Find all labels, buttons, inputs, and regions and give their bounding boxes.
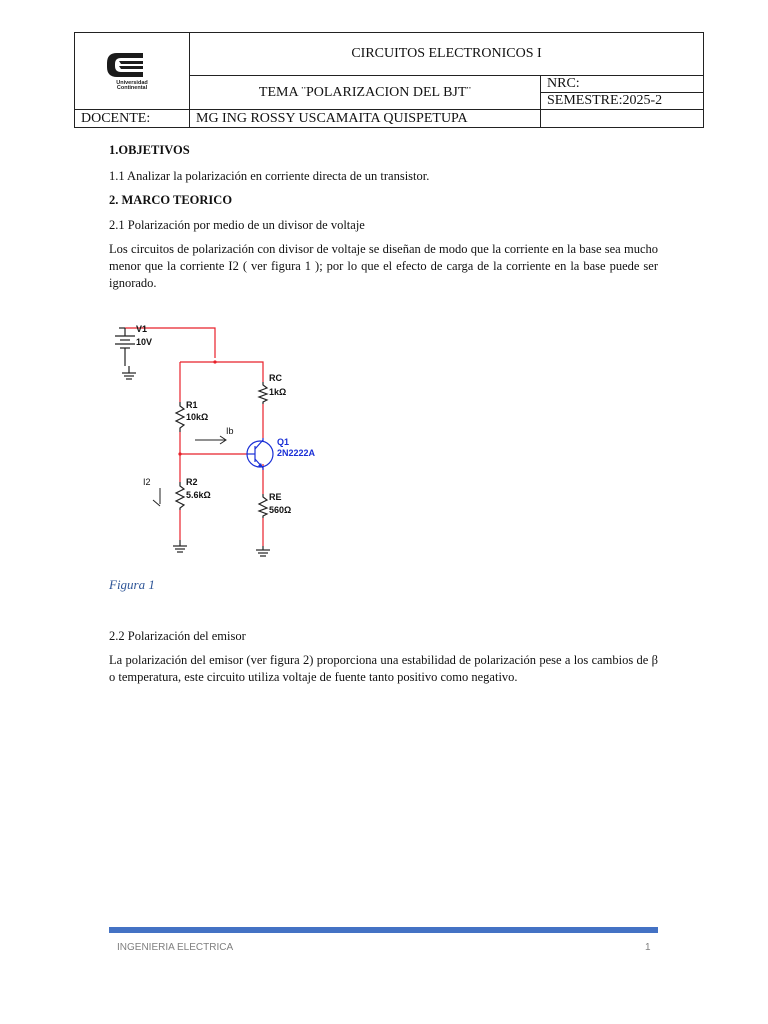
- objectives-heading: 1.OBJETIVOS: [109, 143, 190, 157]
- teacher-label: DOCENTE:: [75, 110, 190, 128]
- v1-value: 10V: [136, 337, 153, 347]
- re-name: RE: [269, 492, 282, 502]
- nrc-label: NRC:: [541, 76, 703, 93]
- rc-name: RC: [269, 373, 282, 383]
- section-2-2-heading: 2.2 Polarización del emisor: [109, 629, 246, 643]
- topic-title: TEMA ¨POLARIZACION DEL BJT¨: [190, 76, 541, 110]
- r1-value: 10kΩ: [186, 412, 209, 422]
- r1-name: R1: [186, 400, 198, 410]
- page-number: 1: [645, 942, 651, 953]
- figure-caption: Figura 1: [109, 577, 155, 592]
- logo-text-line2: Continental: [116, 84, 148, 89]
- section-2-1-heading: 2.1 Polarización por medio de un divisor de voltaje: [109, 218, 365, 232]
- section-2-1-paragraph: Los circuitos de polarización con divisor de voltaje se diseñan de modo que la corriente en la base sea mucho menor que la corriente I2 ( ver figura 1 ); por lo que el efecto de carga de la corriente en la base puede ser ignorado.: [109, 242, 658, 290]
- re-value: 560Ω: [269, 505, 292, 515]
- header-table: [74, 32, 704, 128]
- v1-name: V1: [136, 324, 148, 334]
- logo-cell: [75, 33, 190, 110]
- section-2-2-paragraph: La polarización del emisor (ver figura 2) proporciona una estabilidad de polarización pese a los cambios de β o temperatura, este circuito utiliza voltaje de fuente tanto positivo como negativo.: [109, 653, 658, 684]
- r2-name: R2: [186, 477, 198, 487]
- teacher-name: MG ING ROSSY USCAMAITA QUISPETUPA: [190, 110, 541, 128]
- university-logo-icon: [97, 49, 167, 89]
- q1-name: Q1: [277, 437, 290, 447]
- nrc-semester-cell: [541, 76, 704, 110]
- footer-bar: [109, 927, 658, 933]
- framework-heading: 2. MARCO TEORICO: [109, 193, 233, 207]
- logo-text-line1: Universidad: [116, 79, 148, 86]
- rc-value: 1kΩ: [269, 387, 287, 397]
- course-title: CIRCUITOS ELECTRONICOS I: [190, 33, 704, 76]
- ib-label: Ib: [226, 426, 234, 436]
- empty-cell: [541, 110, 704, 128]
- objective-item: 1.1 Analizar la polarización en corriente directa de un transistor.: [109, 169, 430, 183]
- semester-label: SEMESTRE:2025-2: [547, 93, 663, 108]
- footer-text: INGENIERIA ELECTRICA: [117, 942, 234, 953]
- circuit-diagram: [105, 318, 345, 558]
- i2-label: I2: [143, 477, 151, 487]
- r2-value: 5.6kΩ: [186, 490, 211, 500]
- q1-value: 2N2222A: [277, 448, 316, 458]
